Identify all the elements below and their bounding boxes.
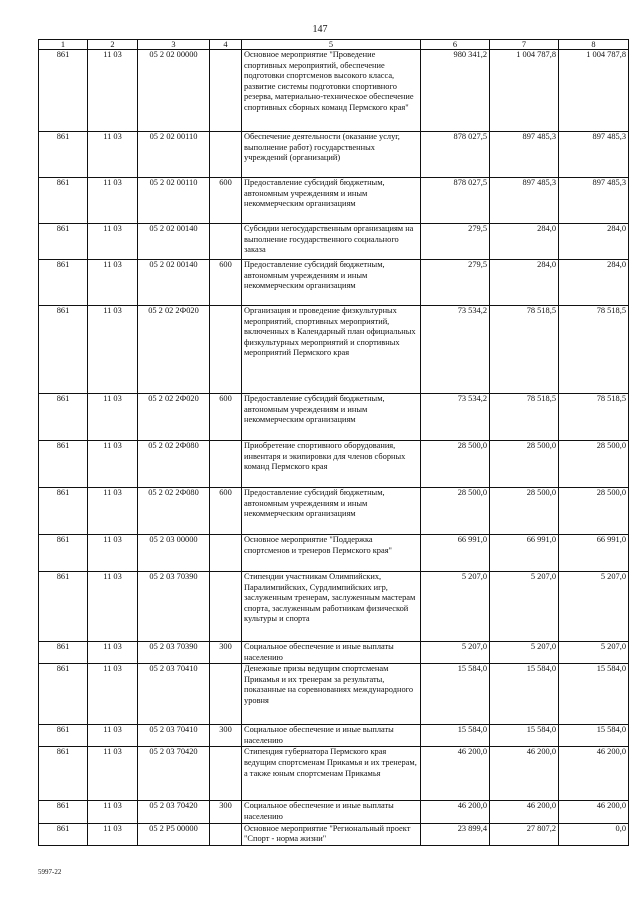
cell-target: 05 2 02 2Ф020: [138, 394, 210, 441]
cell-sum-2025: 897 485,3: [559, 178, 629, 224]
column-header: 6: [421, 40, 490, 50]
cell-target: 05 2 02 2Ф080: [138, 488, 210, 535]
table-row: [39, 132, 629, 178]
cell-sum-2023: 66 991,0: [421, 535, 490, 572]
cell-gr: 861: [39, 306, 88, 394]
cell-target: 05 2 03 70410: [138, 725, 210, 747]
cell-gr: 861: [39, 441, 88, 488]
table-row: [39, 394, 629, 441]
cell-sum-2023: 28 500,0: [421, 441, 490, 488]
cell-gr: 861: [39, 394, 88, 441]
table-row: [39, 823, 629, 845]
cell-name: Организация и проведение физкультурных мероприятий, спортивных мероприятий, включенных в Календарный план официальных физкультурных мероприятий и спортивных мероприятий Пермского края: [242, 306, 421, 394]
cell-sum-2025: 28 500,0: [559, 441, 629, 488]
cell-section: 11 03: [88, 801, 138, 823]
table-header-row: [39, 40, 629, 50]
cell-sum-2025: 15 584,0: [559, 664, 629, 725]
cell-gr: 861: [39, 178, 88, 224]
cell-sum-2024: 28 500,0: [490, 488, 559, 535]
table-row: [39, 664, 629, 725]
cell-vr: [210, 572, 242, 642]
column-header: 7: [490, 40, 559, 50]
cell-name: Предоставление субсидий бюджетным, автономным учреждениям и иным некоммерческим организациям: [242, 260, 421, 306]
cell-sum-2023: 15 584,0: [421, 664, 490, 725]
document-code: 5997-22: [38, 868, 62, 876]
cell-target: 05 2 03 70410: [138, 664, 210, 725]
cell-target: 05 2 03 70420: [138, 747, 210, 801]
cell-vr: [210, 50, 242, 132]
cell-name: Стипендия губернатора Пермского края ведущим спортсменам Прикамья и их тренерам, а также юным спортсменам Прикамья: [242, 747, 421, 801]
cell-section: 11 03: [88, 535, 138, 572]
cell-sum-2025: 46 200,0: [559, 801, 629, 823]
cell-vr: 300: [210, 725, 242, 747]
table-row: [39, 306, 629, 394]
cell-target: 05 2 02 00140: [138, 260, 210, 306]
cell-sum-2024: 15 584,0: [490, 664, 559, 725]
cell-gr: 861: [39, 725, 88, 747]
cell-sum-2024: 78 518,5: [490, 394, 559, 441]
cell-sum-2025: 28 500,0: [559, 488, 629, 535]
cell-name: Основное мероприятие "Проведение спортивных мероприятий, обеспечение подготовки спортсменов высокого класса, развитие системы подготовки спортивного резерва, материально-техническое обеспечение спортивных сборных команд Пермского края": [242, 50, 421, 132]
cell-target: 05 2 02 00110: [138, 132, 210, 178]
cell-sum-2024: 15 584,0: [490, 725, 559, 747]
cell-sum-2023: 23 899,4: [421, 823, 490, 845]
cell-sum-2024: 284,0: [490, 224, 559, 260]
cell-sum-2023: 46 200,0: [421, 801, 490, 823]
cell-gr: 861: [39, 50, 88, 132]
cell-sum-2025: 897 485,3: [559, 132, 629, 178]
cell-vr: [210, 441, 242, 488]
cell-gr: 861: [39, 823, 88, 845]
cell-section: 11 03: [88, 823, 138, 845]
cell-sum-2024: 284,0: [490, 260, 559, 306]
cell-name: Денежные призы ведущим спортсменам Прикамья и их тренерам за результаты, показанные на соревнованиях международного уровня: [242, 664, 421, 725]
column-header: 8: [559, 40, 629, 50]
cell-target: 05 2 03 00000: [138, 535, 210, 572]
table-row: [39, 747, 629, 801]
cell-sum-2023: 878 027,5: [421, 132, 490, 178]
cell-section: 11 03: [88, 50, 138, 132]
cell-section: 11 03: [88, 394, 138, 441]
cell-name: Предоставление субсидий бюджетным, автономным учреждениям и иным некоммерческим организациям: [242, 488, 421, 535]
cell-sum-2024: 897 485,3: [490, 178, 559, 224]
cell-sum-2025: 1 004 787,8: [559, 50, 629, 132]
cell-vr: 600: [210, 260, 242, 306]
cell-gr: 861: [39, 224, 88, 260]
cell-vr: 300: [210, 801, 242, 823]
cell-sum-2025: 0,0: [559, 823, 629, 845]
cell-sum-2024: 1 004 787,8: [490, 50, 559, 132]
cell-name: Приобретение спортивного оборудования, инвентаря и экипировки для членов сборных команд Пермского края: [242, 441, 421, 488]
cell-sum-2025: 66 991,0: [559, 535, 629, 572]
cell-section: 11 03: [88, 260, 138, 306]
cell-sum-2023: 5 207,0: [421, 642, 490, 664]
cell-target: 05 2 Р5 00000: [138, 823, 210, 845]
budget-table: [38, 39, 629, 846]
cell-sum-2024: 27 807,2: [490, 823, 559, 845]
cell-section: 11 03: [88, 132, 138, 178]
cell-name: Основное мероприятие "Поддержка спортсменов и тренеров Пермского края": [242, 535, 421, 572]
table-row: [39, 572, 629, 642]
cell-gr: 861: [39, 535, 88, 572]
cell-section: 11 03: [88, 178, 138, 224]
cell-section: 11 03: [88, 441, 138, 488]
cell-name: Обеспечение деятельности (оказание услуг, выполнение работ) государственных учреждений (организаций): [242, 132, 421, 178]
cell-sum-2024: 46 200,0: [490, 801, 559, 823]
cell-target: 05 2 02 00110: [138, 178, 210, 224]
cell-target: 05 2 03 70390: [138, 642, 210, 664]
cell-sum-2025: 5 207,0: [559, 572, 629, 642]
cell-name: Субсидии негосударственным организациям на выполнение государственного социального заказа: [242, 224, 421, 260]
cell-section: 11 03: [88, 747, 138, 801]
cell-target: 05 2 02 2Ф020: [138, 306, 210, 394]
cell-sum-2024: 66 991,0: [490, 535, 559, 572]
cell-section: 11 03: [88, 572, 138, 642]
column-header: 2: [88, 40, 138, 50]
cell-name: Предоставление субсидий бюджетным, автономным учреждениям и иным некоммерческим организациям: [242, 178, 421, 224]
cell-sum-2023: 15 584,0: [421, 725, 490, 747]
cell-vr: [210, 823, 242, 845]
cell-name: Стипендии участникам Олимпийских, Паралимпийских, Сурдлимпийских игр, заслуженным тренерам, заслуженным мастерам спорта, заслуженным работникам физической культуры и спорта: [242, 572, 421, 642]
cell-name: Социальное обеспечение и иные выплаты населению: [242, 642, 421, 664]
cell-vr: [210, 535, 242, 572]
cell-gr: 861: [39, 488, 88, 535]
cell-name: Основное мероприятие "Региональный проект "Спорт - норма жизни": [242, 823, 421, 845]
cell-name: Социальное обеспечение и иные выплаты населению: [242, 801, 421, 823]
table-row: [39, 801, 629, 823]
cell-vr: 600: [210, 394, 242, 441]
cell-sum-2024: 28 500,0: [490, 441, 559, 488]
cell-gr: 861: [39, 642, 88, 664]
cell-vr: 300: [210, 642, 242, 664]
cell-vr: [210, 132, 242, 178]
cell-sum-2025: 78 518,5: [559, 306, 629, 394]
table-row: [39, 50, 629, 132]
cell-section: 11 03: [88, 664, 138, 725]
cell-sum-2023: 73 534,2: [421, 394, 490, 441]
cell-gr: 861: [39, 260, 88, 306]
table-row: [39, 178, 629, 224]
cell-vr: [210, 224, 242, 260]
table-row: [39, 725, 629, 747]
cell-sum-2025: 15 584,0: [559, 725, 629, 747]
cell-sum-2023: 279,5: [421, 224, 490, 260]
cell-sum-2024: 5 207,0: [490, 572, 559, 642]
cell-sum-2023: 980 341,2: [421, 50, 490, 132]
page-number: 147: [312, 24, 328, 35]
cell-sum-2023: 279,5: [421, 260, 490, 306]
cell-section: 11 03: [88, 306, 138, 394]
cell-sum-2024: 897 485,3: [490, 132, 559, 178]
cell-target: 05 2 03 70420: [138, 801, 210, 823]
cell-gr: 861: [39, 664, 88, 725]
cell-sum-2025: 78 518,5: [559, 394, 629, 441]
cell-sum-2025: 284,0: [559, 260, 629, 306]
cell-section: 11 03: [88, 224, 138, 260]
cell-gr: 861: [39, 801, 88, 823]
cell-vr: [210, 747, 242, 801]
table-row: [39, 535, 629, 572]
cell-sum-2023: 28 500,0: [421, 488, 490, 535]
cell-gr: 861: [39, 132, 88, 178]
cell-sum-2023: 73 534,2: [421, 306, 490, 394]
table-row: [39, 488, 629, 535]
cell-sum-2023: 46 200,0: [421, 747, 490, 801]
cell-target: 05 2 03 70390: [138, 572, 210, 642]
cell-section: 11 03: [88, 642, 138, 664]
cell-sum-2023: 878 027,5: [421, 178, 490, 224]
table-row: [39, 224, 629, 260]
cell-vr: 600: [210, 178, 242, 224]
cell-sum-2023: 5 207,0: [421, 572, 490, 642]
column-header: 5: [242, 40, 421, 50]
cell-vr: [210, 664, 242, 725]
table-row: [39, 260, 629, 306]
cell-sum-2024: 5 207,0: [490, 642, 559, 664]
cell-gr: 861: [39, 572, 88, 642]
column-header: 3: [138, 40, 210, 50]
table-row: [39, 441, 629, 488]
column-header: 1: [39, 40, 88, 50]
cell-sum-2025: 46 200,0: [559, 747, 629, 801]
cell-target: 05 2 02 2Ф080: [138, 441, 210, 488]
cell-sum-2025: 5 207,0: [559, 642, 629, 664]
cell-target: 05 2 02 00140: [138, 224, 210, 260]
cell-name: Социальное обеспечение и иные выплаты населению: [242, 725, 421, 747]
cell-target: 05 2 02 00000: [138, 50, 210, 132]
cell-vr: [210, 306, 242, 394]
cell-gr: 861: [39, 747, 88, 801]
cell-section: 11 03: [88, 725, 138, 747]
cell-name: Предоставление субсидий бюджетным, автономным учреждениям и иным некоммерческим организациям: [242, 394, 421, 441]
cell-sum-2024: 46 200,0: [490, 747, 559, 801]
cell-sum-2024: 78 518,5: [490, 306, 559, 394]
cell-section: 11 03: [88, 488, 138, 535]
cell-vr: 600: [210, 488, 242, 535]
column-header: 4: [210, 40, 242, 50]
table-row: [39, 642, 629, 664]
cell-sum-2025: 284,0: [559, 224, 629, 260]
